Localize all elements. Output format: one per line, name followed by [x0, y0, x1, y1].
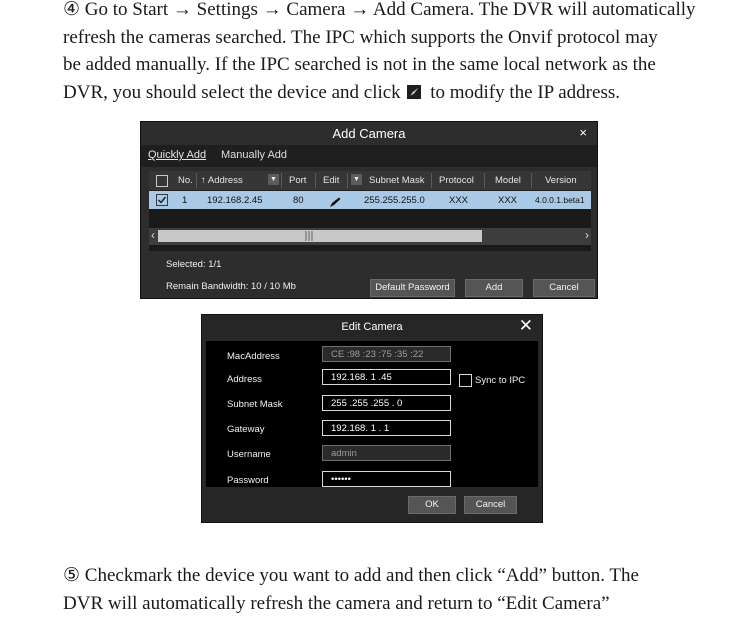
cancel-button[interactable]: Cancel	[533, 279, 595, 297]
step4-line-4-end: to modify the IP address.	[430, 81, 620, 103]
edit-camera-form	[206, 341, 538, 487]
step4-line-3: be added manually. If the IPC searched is not in the same local network as the	[63, 54, 656, 76]
gateway-label: Gateway	[227, 424, 265, 435]
step4-paragraph	[63, 0, 696, 106]
step4-line-4-start: DVR, you should select the device and click	[63, 81, 401, 103]
tab-quickly-add[interactable]: Quickly Add	[148, 149, 207, 161]
mac-address-field: CE :98 :23 :75 :35 :22	[322, 346, 451, 362]
row-checkbox[interactable]	[156, 194, 168, 206]
sync-to-ipc-checkbox[interactable]	[459, 374, 472, 387]
remain-bandwidth: Remain Bandwidth: 10 / 10 Mb	[166, 281, 296, 292]
edit-camera-dialog	[201, 314, 543, 523]
edit-camera-close-icon[interactable]: ✕	[518, 316, 533, 335]
col-port[interactable]: Port	[289, 175, 307, 186]
address-label: Address	[227, 374, 262, 385]
col-version[interactable]: Version	[545, 175, 577, 186]
step5-line-2: DVR will automatically refresh the camera and return to “Edit Camera”	[63, 592, 610, 614]
step5-line-1: ⑤ Checkmark the device you want to add and then click “Add” button. The	[63, 565, 639, 586]
scroll-left-icon[interactable]: ‹	[151, 228, 155, 242]
col-subnet-mask[interactable]: Subnet Mask	[369, 175, 425, 186]
step5-paragraph	[63, 562, 639, 617]
add-camera-title: Add Camera	[332, 126, 406, 141]
scroll-right-icon[interactable]: ›	[585, 228, 589, 242]
row-address: 192.168.2.45	[207, 195, 263, 206]
add-camera-dialog	[140, 121, 598, 299]
subnet-dropdown-icon[interactable]: ▼	[351, 174, 362, 185]
step4-line-4	[63, 79, 696, 107]
subnet-mask-field[interactable]: 255 .255 .255 . 0	[322, 395, 451, 411]
mac-address-label: MacAddress	[227, 351, 280, 362]
ok-button[interactable]: OK	[408, 496, 456, 514]
edit-pencil-icon	[407, 85, 421, 99]
username-label: Username	[227, 449, 271, 460]
row-no: 1	[182, 195, 188, 206]
gateway-field[interactable]: 192.168. 1 . 1	[322, 420, 451, 436]
add-camera-tab-bar	[141, 145, 597, 167]
address-field[interactable]: 192.168. 1 .45	[322, 369, 451, 385]
row-port: 80	[293, 195, 304, 206]
username-field[interactable]: admin	[322, 445, 451, 461]
step4-line-2: refresh the cameras searched. The IPC which supports the Onvif protocol may	[63, 26, 658, 48]
row-version: 4.0.0.1.beta1	[535, 195, 585, 205]
password-field[interactable]: ••••••	[322, 471, 451, 487]
row-protocol: XXX	[449, 195, 469, 206]
col-protocol[interactable]: Protocol	[439, 175, 474, 186]
table-header	[149, 171, 591, 191]
subnet-mask-label: Subnet Mask	[227, 399, 283, 410]
col-no[interactable]: No.	[178, 175, 193, 186]
row-model: XXX	[498, 195, 518, 206]
col-edit[interactable]: Edit	[323, 175, 340, 186]
sync-to-ipc-label: Sync to IPC	[475, 375, 526, 386]
add-camera-close-icon[interactable]: ×	[579, 125, 587, 140]
select-all-checkbox[interactable]	[156, 175, 168, 187]
selected-count: Selected: 1/1	[166, 259, 222, 270]
col-address[interactable]: ↑ Address	[201, 175, 243, 186]
scrollbar-thumb[interactable]	[158, 230, 482, 242]
tab-manually-add[interactable]: Manually Add	[221, 149, 288, 161]
row-edit-pencil-icon[interactable]	[329, 195, 341, 213]
edit-camera-title: Edit Camera	[341, 321, 403, 333]
password-label: Password	[227, 475, 269, 486]
edit-cancel-button[interactable]: Cancel	[464, 496, 517, 514]
default-password-button[interactable]: Default Password	[370, 279, 455, 297]
horizontal-scrollbar[interactable]	[149, 228, 591, 245]
col-model[interactable]: Model	[495, 175, 521, 186]
add-button[interactable]: Add	[465, 279, 523, 297]
row-subnet-mask: 255.255.255.0	[364, 195, 425, 206]
step4-line-1: ④ Go to Start → Settings → Camera → Add Camera. The DVR will automatically	[63, 0, 696, 20]
table-row[interactable]	[149, 191, 591, 209]
address-dropdown-icon[interactable]: ▼	[268, 174, 279, 185]
